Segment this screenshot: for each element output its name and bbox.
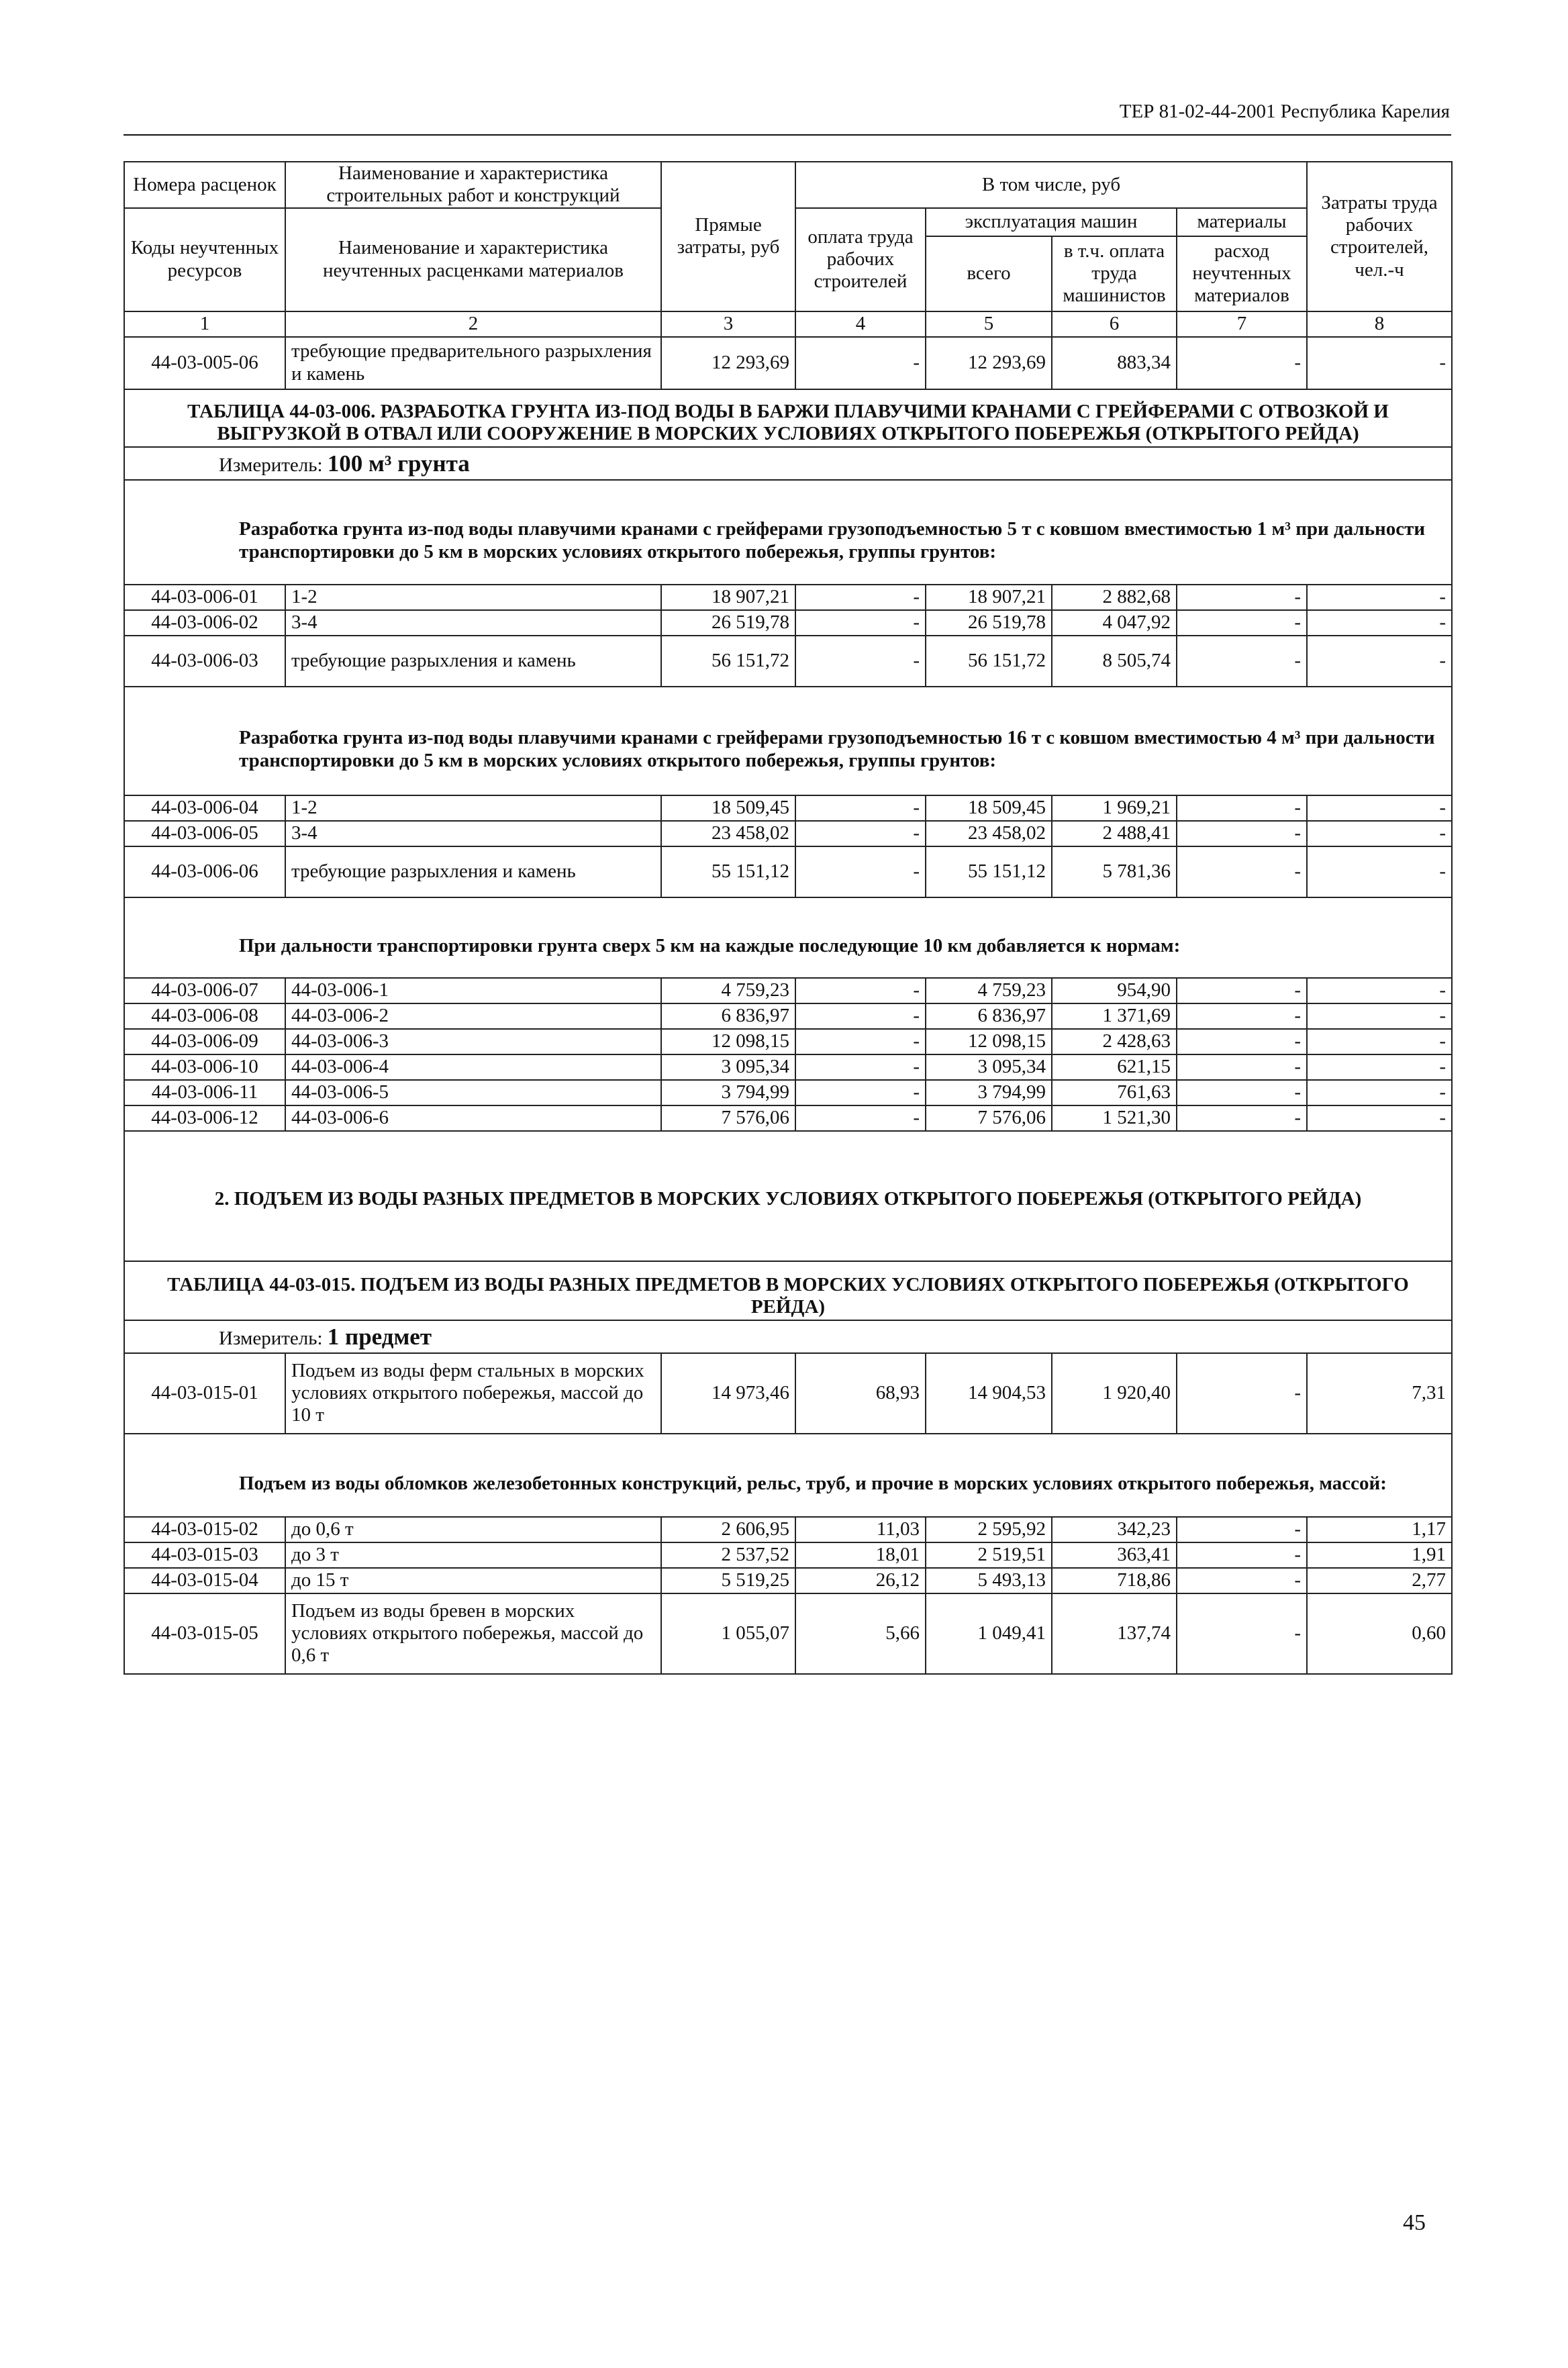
cell-worker-pay: - [795, 978, 926, 1003]
cell-material-cost: - [1177, 1353, 1307, 1434]
column-number: 8 [1307, 311, 1452, 337]
cell-labor-hours: - [1307, 846, 1452, 897]
col-labor-hours-header: Затраты труда рабочих строителей, чел.-ч [1307, 162, 1452, 311]
col-resource-code-header: Коды неучтенных ресурсов [124, 208, 285, 311]
cell-operator-pay: 1 969,21 [1052, 795, 1177, 821]
cell-material-cost: - [1177, 846, 1307, 897]
cell-worker-pay: - [795, 1003, 926, 1029]
cell-material-cost: - [1177, 610, 1307, 636]
cell-operator-pay: 2 882,68 [1052, 585, 1177, 610]
cell-material-cost: - [1177, 636, 1307, 687]
cell-work-name: требующие разрыхления и камень [285, 636, 661, 687]
cell-worker-pay: 18,01 [795, 1542, 926, 1568]
cell-direct-cost: 6 836,97 [661, 1003, 795, 1029]
cell-rate-code: 44-03-015-02 [124, 1517, 285, 1542]
cell-rate-code: 44-03-015-01 [124, 1353, 285, 1434]
cell-work-name: до 3 т [285, 1542, 661, 1568]
cell-machine-cost: 14 904,53 [926, 1353, 1052, 1434]
cell-material-cost: - [1177, 1105, 1307, 1131]
cell-material-cost: - [1177, 1054, 1307, 1080]
cell-rate-code: 44-03-006-01 [124, 585, 285, 610]
price-table [124, 161, 1453, 1675]
cell-rate-code: 44-03-006-02 [124, 610, 285, 636]
table-row [124, 1568, 1452, 1593]
col-including-header: В том числе, руб [795, 162, 1307, 208]
cell-material-cost: - [1177, 1003, 1307, 1029]
cell-direct-cost: 12 293,69 [661, 337, 795, 389]
cell-direct-cost: 55 151,12 [661, 846, 795, 897]
cell-work-name: 44-03-006-5 [285, 1080, 661, 1105]
table-row [124, 1054, 1452, 1080]
cell-operator-pay: 1 920,40 [1052, 1353, 1177, 1434]
cell-direct-cost: 18 907,21 [661, 585, 795, 610]
cell-operator-pay: 761,63 [1052, 1080, 1177, 1105]
cell-operator-pay: 1 521,30 [1052, 1105, 1177, 1131]
table-row [124, 636, 1452, 687]
cell-worker-pay: - [795, 337, 926, 389]
cell-labor-hours: 1,91 [1307, 1542, 1452, 1568]
cell-machine-cost: 6 836,97 [926, 1003, 1052, 1029]
cell-work-name: требующие предварительного разрыхления и камень [285, 337, 661, 389]
table-row [124, 1029, 1452, 1054]
table-015-title: ТАБЛИЦА 44-03-015. ПОДЪЕМ ИЗ ВОДЫ РАЗНЫХ ПРЕДМЕТОВ В МОРСКИХ УСЛОВИЯХ ОТКРЫТОГО ПОБЕРЕЖЬЯ (ОТКРЫТОГО РЕЙДА) [124, 1261, 1452, 1321]
cell-material-cost: - [1177, 1029, 1307, 1054]
cell-operator-pay: 4 047,92 [1052, 610, 1177, 636]
cell-worker-pay: 68,93 [795, 1353, 926, 1434]
cell-material-cost: - [1177, 1542, 1307, 1568]
cell-operator-pay: 363,41 [1052, 1542, 1177, 1568]
measure-value: 1 предмет [327, 1324, 432, 1350]
cell-material-cost: - [1177, 1568, 1307, 1593]
cell-labor-hours: - [1307, 636, 1452, 687]
cell-material-cost: - [1177, 1080, 1307, 1105]
cell-machine-cost: 2 519,51 [926, 1542, 1052, 1568]
cell-direct-cost: 4 759,23 [661, 978, 795, 1003]
cell-work-name: 44-03-006-2 [285, 1003, 661, 1029]
cell-direct-cost: 2 537,52 [661, 1542, 795, 1568]
cell-machine-cost: 56 151,72 [926, 636, 1052, 687]
cell-rate-code: 44-03-006-11 [124, 1080, 285, 1105]
cell-worker-pay: 5,66 [795, 1593, 926, 1674]
cell-labor-hours: - [1307, 337, 1452, 389]
column-number: 4 [795, 311, 926, 337]
cell-work-name: до 15 т [285, 1568, 661, 1593]
cell-direct-cost: 18 509,45 [661, 795, 795, 821]
cell-rate-code: 44-03-006-08 [124, 1003, 285, 1029]
cell-labor-hours: - [1307, 610, 1452, 636]
cell-operator-pay: 621,15 [1052, 1054, 1177, 1080]
cell-rate-code: 44-03-006-07 [124, 978, 285, 1003]
cell-labor-hours: - [1307, 978, 1452, 1003]
col-machines-total-header: всего [926, 236, 1052, 311]
cell-work-name: Подъем из воды бревен в морских условиях открытого побережья, массой до 0,6 т [285, 1593, 661, 1674]
group-heading: Подъем из воды обломков железобетонных конструкций, рельс, труб, и прочие в морских условиях открытого побережья, массой: [124, 1434, 1452, 1517]
cell-work-name: 44-03-006-6 [285, 1105, 661, 1131]
cell-direct-cost: 7 576,06 [661, 1105, 795, 1131]
cell-direct-cost: 12 098,15 [661, 1029, 795, 1054]
measure-label: Измеритель: [219, 454, 323, 477]
cell-rate-code: 44-03-006-06 [124, 846, 285, 897]
table-row [124, 1080, 1452, 1105]
cell-machine-cost: 1 049,41 [926, 1593, 1052, 1674]
cell-rate-code: 44-03-005-06 [124, 337, 285, 389]
cell-operator-pay: 883,34 [1052, 337, 1177, 389]
cell-direct-cost: 26 519,78 [661, 610, 795, 636]
group-heading: Разработка грунта из-под воды плавучими кранами с грейферами грузоподъемностью 5 т с ковшом вместимостью 1 м³ при дальности транспортировки до 5 км в морских условиях открытого побережья, группы грунтов: [124, 480, 1452, 585]
table-row [124, 1353, 1452, 1434]
cell-direct-cost: 3 794,99 [661, 1080, 795, 1105]
cell-worker-pay: - [795, 1105, 926, 1131]
cell-material-cost: - [1177, 795, 1307, 821]
cell-machine-cost: 4 759,23 [926, 978, 1052, 1003]
measure-value: 100 м³ грунта [327, 450, 470, 477]
cell-material-cost: - [1177, 978, 1307, 1003]
col-material-consumption-header: расход неучтенных материалов [1177, 236, 1307, 311]
table-row [124, 1542, 1452, 1568]
cell-work-name: требующие разрыхления и камень [285, 846, 661, 897]
cell-rate-code: 44-03-006-10 [124, 1054, 285, 1080]
cell-operator-pay: 954,90 [1052, 978, 1177, 1003]
group-heading: Разработка грунта из-под воды плавучими кранами с грейферами грузоподъемностью 16 т с ковшом вместимостью 4 м³ при дальности транспортировки до 5 км в морских условиях открытого побережья, группы грунтов: [124, 687, 1452, 795]
cell-machine-cost: 2 595,92 [926, 1517, 1052, 1542]
cell-operator-pay: 137,74 [1052, 1593, 1177, 1674]
column-number: 2 [285, 311, 661, 337]
col-operator-pay-header: в т.ч. оплата труда машинистов [1052, 236, 1177, 311]
cell-worker-pay: - [795, 585, 926, 610]
cell-machine-cost: 26 519,78 [926, 610, 1052, 636]
cell-machine-cost: 7 576,06 [926, 1105, 1052, 1131]
col-work-name-header: Наименование и характеристика строительных работ и конструкций [285, 162, 661, 208]
cell-rate-code: 44-03-015-05 [124, 1593, 285, 1674]
cell-labor-hours: - [1307, 1105, 1452, 1131]
cell-labor-hours: - [1307, 1029, 1452, 1054]
column-number: 6 [1052, 311, 1177, 337]
cell-machine-cost: 23 458,02 [926, 821, 1052, 846]
cell-worker-pay: - [795, 1080, 926, 1105]
cell-material-cost: - [1177, 1517, 1307, 1542]
cell-rate-code: 44-03-015-04 [124, 1568, 285, 1593]
table-row [124, 1003, 1452, 1029]
cell-rate-code: 44-03-015-03 [124, 1542, 285, 1568]
cell-machine-cost: 5 493,13 [926, 1568, 1052, 1593]
table-row [124, 1517, 1452, 1542]
cell-work-name: 3-4 [285, 821, 661, 846]
section-2-title: 2. ПОДЪЕМ ИЗ ВОДЫ РАЗНЫХ ПРЕДМЕТОВ В МОРСКИХ УСЛОВИЯХ ОТКРЫТОГО ПОБЕРЕЖЬЯ (ОТКРЫТОГО РЕЙДА) [124, 1131, 1452, 1261]
cell-material-cost: - [1177, 337, 1307, 389]
cell-material-cost: - [1177, 821, 1307, 846]
cell-machine-cost: 3 794,99 [926, 1080, 1052, 1105]
column-number-row [124, 311, 1452, 337]
cell-machine-cost: 3 095,34 [926, 1054, 1052, 1080]
cell-worker-pay: - [795, 636, 926, 687]
cell-material-cost: - [1177, 585, 1307, 610]
group-heading: При дальности транспортировки грунта сверх 5 км на каждые последующие 10 км добавляется к нормам: [124, 897, 1452, 978]
cell-labor-hours: 7,31 [1307, 1353, 1452, 1434]
column-number: 7 [1177, 311, 1307, 337]
cell-work-name: 3-4 [285, 610, 661, 636]
cell-labor-hours: - [1307, 1003, 1452, 1029]
cell-labor-hours: - [1307, 1080, 1452, 1105]
cell-worker-pay: - [795, 795, 926, 821]
cell-worker-pay: - [795, 821, 926, 846]
table-row [124, 585, 1452, 610]
cell-machine-cost: 18 907,21 [926, 585, 1052, 610]
cell-work-name: 44-03-006-4 [285, 1054, 661, 1080]
cell-work-name: 44-03-006-1 [285, 978, 661, 1003]
cell-operator-pay: 8 505,74 [1052, 636, 1177, 687]
cell-operator-pay: 1 371,69 [1052, 1003, 1177, 1029]
table-row [124, 1105, 1452, 1131]
document-reference: ТЕР 81-02-44-2001 Республика Карелия [1119, 101, 1450, 122]
table-row [124, 821, 1452, 846]
cell-machine-cost: 55 151,12 [926, 846, 1052, 897]
table-row [124, 337, 1452, 389]
col-material-name-header: Наименование и характеристика неучтенных расценками материалов [285, 208, 661, 311]
cell-worker-pay: - [795, 846, 926, 897]
cell-operator-pay: 5 781,36 [1052, 846, 1177, 897]
cell-direct-cost: 1 055,07 [661, 1593, 795, 1674]
cell-labor-hours: - [1307, 585, 1452, 610]
cell-labor-hours: 2,77 [1307, 1568, 1452, 1593]
cell-worker-pay: 26,12 [795, 1568, 926, 1593]
table-row [124, 610, 1452, 636]
header-rule [124, 134, 1451, 136]
cell-rate-code: 44-03-006-04 [124, 795, 285, 821]
cell-machine-cost: 18 509,45 [926, 795, 1052, 821]
cell-operator-pay: 342,23 [1052, 1517, 1177, 1542]
column-number: 5 [926, 311, 1052, 337]
cell-machine-cost: 12 293,69 [926, 337, 1052, 389]
cell-labor-hours: - [1307, 1054, 1452, 1080]
cell-operator-pay: 2 488,41 [1052, 821, 1177, 846]
cell-labor-hours: 0,60 [1307, 1593, 1452, 1674]
cell-direct-cost: 2 606,95 [661, 1517, 795, 1542]
cell-operator-pay: 2 428,63 [1052, 1029, 1177, 1054]
cell-worker-pay: - [795, 610, 926, 636]
cell-direct-cost: 56 151,72 [661, 636, 795, 687]
cell-work-name: 1-2 [285, 585, 661, 610]
cell-direct-cost: 23 458,02 [661, 821, 795, 846]
table-row [124, 1593, 1452, 1674]
col-machines-header: эксплуатация машин [926, 208, 1177, 236]
page-number: 45 [1403, 2210, 1426, 2235]
cell-rate-code: 44-03-006-09 [124, 1029, 285, 1054]
table-row [124, 846, 1452, 897]
cell-work-name: 44-03-006-3 [285, 1029, 661, 1054]
table-015-measure [124, 1320, 1452, 1352]
cell-worker-pay: - [795, 1054, 926, 1080]
cell-rate-code: 44-03-006-05 [124, 821, 285, 846]
cell-work-name: до 0,6 т [285, 1517, 661, 1542]
column-number: 1 [124, 311, 285, 337]
cell-material-cost: - [1177, 1593, 1307, 1674]
cell-operator-pay: 718,86 [1052, 1568, 1177, 1593]
cell-labor-hours: - [1307, 795, 1452, 821]
cell-work-name: Подъем из воды ферм стальных в морских условиях открытого побережья, массой до 10 т [285, 1353, 661, 1434]
cell-labor-hours: 1,17 [1307, 1517, 1452, 1542]
col-rate-number-header: Номера расценок [124, 162, 285, 208]
cell-direct-cost: 5 519,25 [661, 1568, 795, 1593]
col-direct-cost-header: Прямые затраты, руб [661, 162, 795, 311]
column-number: 3 [661, 311, 795, 337]
cell-labor-hours: - [1307, 821, 1452, 846]
cell-machine-cost: 12 098,15 [926, 1029, 1052, 1054]
cell-worker-pay: 11,03 [795, 1517, 926, 1542]
cell-rate-code: 44-03-006-03 [124, 636, 285, 687]
cell-direct-cost: 3 095,34 [661, 1054, 795, 1080]
table-row [124, 978, 1452, 1003]
cell-direct-cost: 14 973,46 [661, 1353, 795, 1434]
table-006-title: ТАБЛИЦА 44-03-006. РАЗРАБОТКА ГРУНТА ИЗ-ПОД ВОДЫ В БАРЖИ ПЛАВУЧИМИ КРАНАМИ С ГРЕЙФЕРАМИ С ОТВОЗКОЙ И ВЫГРУЗКОЙ В ОТВАЛ ИЛИ СООРУЖЕНИЕ В МОРСКИХ УСЛОВИЯХ ОТКРЫТОГО ПОБЕРЕЖЬЯ (ОТКРЫТОГО РЕЙДА) [124, 389, 1452, 448]
col-materials-header: материалы [1177, 208, 1307, 236]
table-row [124, 795, 1452, 821]
col-worker-pay-header: оплата труда рабочих строителей [795, 208, 926, 311]
measure-label: Измеритель: [219, 1328, 323, 1350]
cell-work-name: 1-2 [285, 795, 661, 821]
cell-rate-code: 44-03-006-12 [124, 1105, 285, 1131]
table-006-measure [124, 447, 1452, 479]
cell-worker-pay: - [795, 1029, 926, 1054]
